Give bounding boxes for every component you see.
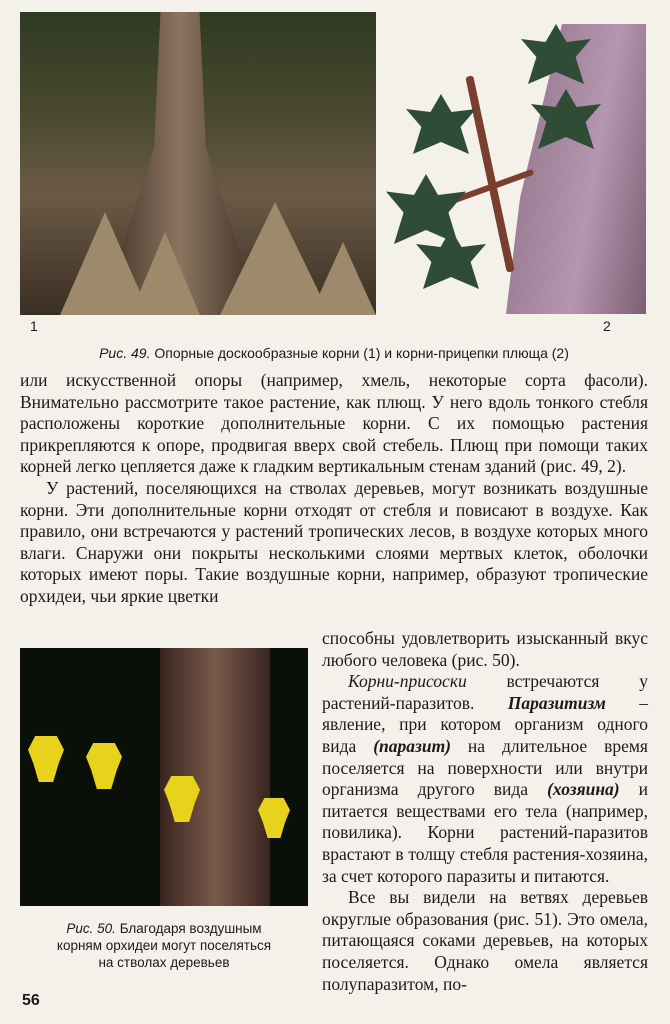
orchid-photo	[20, 648, 308, 906]
body-text-right-column	[322, 628, 648, 995]
paragraph-orchid-end: способны удовлетворить изысканный вкус любого человека (рис. 50).	[322, 628, 648, 670]
figure-49-caption-text: Опорные доскообразные корни (1) и корни-прицепки плюща (2)	[150, 345, 569, 361]
figure-50-caption-prefix: Рис. 50.	[66, 921, 116, 936]
term-parasitism: Паразитизм	[507, 692, 606, 713]
buttress-roots-photo	[20, 12, 376, 315]
page-number: 56	[22, 992, 40, 1009]
figure-50-caption-line1: Благодаря воздушным	[115, 921, 262, 936]
figure-49-caption	[20, 344, 648, 362]
term-parasite: (паразит)	[373, 735, 452, 756]
figure-49-caption-prefix: Рис. 49.	[99, 345, 151, 361]
figure-50-caption-line2: корням орхидеи могут поселяться	[56, 938, 272, 953]
paragraph-ivy: или искусственной опоры (например, хмель, некоторые сорта фасоли). Внимательно рассмотрите такое растение, как плющ. У него вдоль тонкого стебля расположены короткие дополнительные корни. С их помощью растения прикрепляются к опоре, продвигая вверх свой стебель. Плющ при помощи таких корней легко цепляется даже к гладким вертикальным стенам зданий (рис. 49, 2).	[20, 370, 648, 477]
paragraph-aerial-roots: У растений, поселяющихся на стволах деревьев, могут возникать воздушные корни. Эти дополнительные корни отходят от стебля и повисают в воздухе. Как правило, они встречаются у растений тропических лесов, в воздухе которых много влаги. Снаружи они покрыты несколькими слоями мертвых клеток, оболочки которых имеют поры. Такие воздушные корни, например, образуют тропические орхидеи, чьи яркие цветки	[20, 477, 648, 606]
body-text-full-width	[20, 370, 648, 608]
figure-50-caption-line3: на стволах деревьев	[98, 955, 230, 970]
term-sucker-roots: Корни-присоски	[348, 671, 467, 692]
figure-49-label-2: 2	[603, 318, 611, 334]
term-host: (хозяина)	[547, 779, 620, 800]
figure-50-caption	[20, 920, 308, 971]
ivy-illustration	[386, 14, 648, 314]
paragraph-mistletoe: Все вы видели на ветвях деревьев округлые образования (рис. 51). Это омела, питающаяся соками деревьев, на которых поселяется. Однако омела является полупаразитом, по-	[322, 887, 648, 994]
paragraph-parasites: Корни-присоски встречаются у растений-паразитов. Паразитизм – явление, при котором организм одного вида (паразит) на длительное время поселяется на поверхности или внутри организма другого вида (хозяина) и питается веществами его тела (например, повилика). Корни растений-паразитов врастают в толщу стебля растения-хозяина, за счет которого паразиты и питаются.	[322, 671, 649, 886]
figure-49-label-1: 1	[30, 318, 38, 334]
